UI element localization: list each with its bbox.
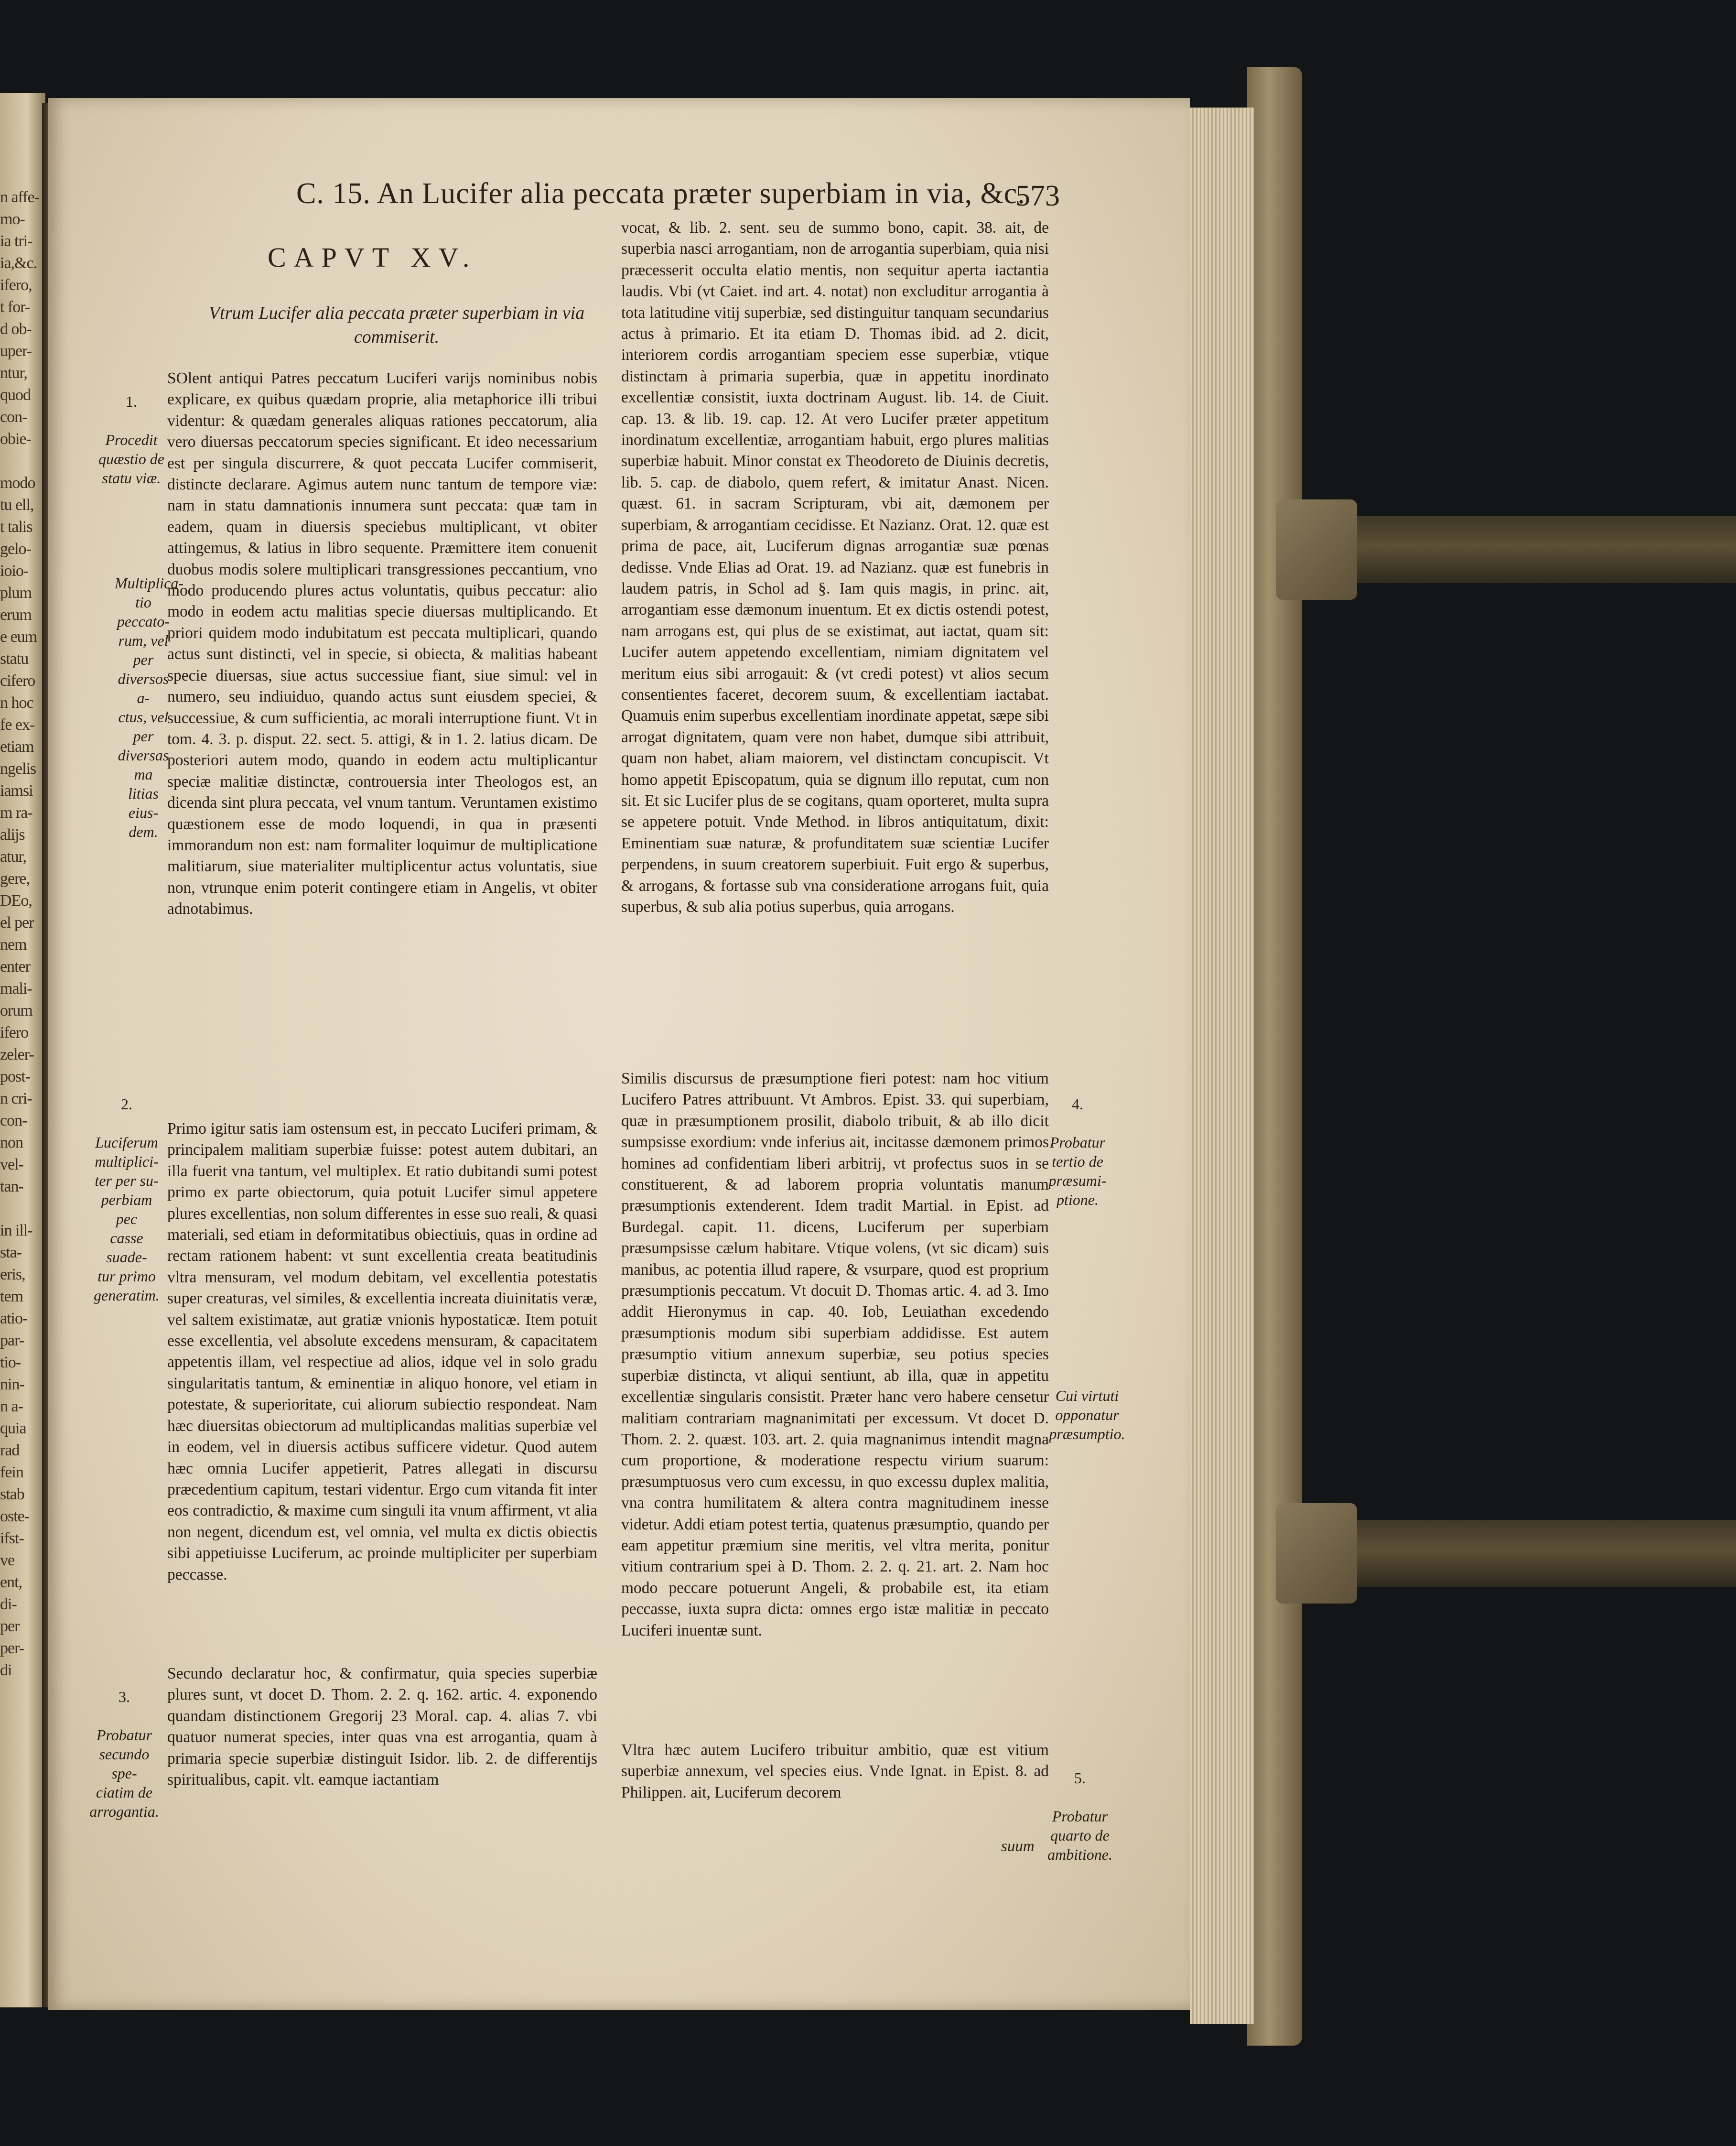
margin-note-number: 3. <box>119 1688 130 1705</box>
margin-note-number: 2. <box>121 1095 132 1113</box>
metal-clasp-bottom <box>1276 1503 1357 1604</box>
left-column-paragraph-2: Primo igitur satis iam ostensum est, in peccato Luciferi primam, & principalem malitiam superbiæ fuisse: potest autem dubitari, an illa fuerit vna tantum, vel multiplex. Et ratio dubitandi sumi potest primo ex parte obiectorum, quia potuit Lucifer simul appetere plures excellentias, non solum differentes in esse suo reali, & quasi materiali, sed etiam in deformitatibus obiectiuis, quas in ordine ad rectam rationem habent: vt sunt excellentia creata beatitudinis vltra mensuram, vel modum debitam, vel excellentia potestatis super creaturas, vel similes, & excellentia increata diuinitatis veræ, vel saltem existimatæ, aut gratiæ vnionis hypostaticæ. Item potuit esse excellentia, vel absolute excedens mensuram, & capacitatem appetentis illam, vel respectiue ad alios, idque vel in solo gradu singularitatis tantum, & eminentiæ in aliquo honore, vel etiam in potestate, & superioritate, cui aliorum subiectio respondeat. Nam hæc diuersitas obiectorum ad multiplicandas malitias superbiæ vel in eodem, vel in diuersis actibus sufficere videtur. Quod autem hæc omnia Lucifer appetierit, Patres allegati in discursu præcedentium capitum, testari videntur. Ergo cum vitanda fit inter eos contradictio, & maxime cum singuli ita vnum affirment, vt alia non negent, dicendum est, vel omnia, vel multa ex dictis obiectis sibi appetiuisse Luciferum, ac proinde multipliciter per superbiam peccasse. <box>167 1120 597 1583</box>
margin-note-3 <box>88 1668 160 1821</box>
right-column-paragraph-3: Vltra hæc autem Lucifero tribuitur ambitio, quæ est vitium superbiæ annexum, vel species eius. Vnde Ignat. in Epist. 8. ad Philippen. ait, Luciferum decorem <box>621 1741 1049 1801</box>
margin-note-text: Probatur secundo spe- ciatim de arrogantia. <box>89 1726 159 1820</box>
margin-note-cui-virtuti: Cui virtuti opponatur præsumptio. <box>1049 1387 1125 1442</box>
right-column-paragraph-2: Similis discursus de præsumptione fieri potest: nam hoc vitium Lucifero Patres attribuunt. Vt Ambros. Epist. 33. qui superbiam, quæ in præsumptionem prosilit, diabolo tribuit, & ab illo dicit sumpsisse exordium: vnde inferius ait, incitasse dæmonem primos homines ad confidentiam liberi arbitrij, vt profectus suos in se constituerent, & ad laborem propria voluntatis manum præsumptionis extenderent. Idem tradit Martial. in Epist. ad Burdegal. capit. 11. dicens, Luciferum per superbiam præsumpsisse cælum habitare. Vtique volens, (vt sic dicam) suis manibus, ac potentia illud rapere, & vsurpare, quod est proprium præsumptionis peccatum. Vt docuit D. Thomas artic. 4. ad 3. Imo addit Hieronymus in cap. 40. Iob, Leuiathan excedendo præsumptionis modum sibi superbiam addidisse. Est autem præsumptio vitium annexum superbiæ, seu potius species superbiæ distincta, vt aliqui sentiunt, ab illa, quæ in appetitu excellentiæ singularis consistit. Præter hanc vero habere censetur malitiam contrariam magnanimitati per excessum. Vt docet D. Thom. 2. 2. quæst. 103. art. 2. quia magnanimus intendit magna cum proportione, & moderatione respectu virium suarum: præsumptuosus vero cum excessu, in quo excessu duplex malitia, vna contra humilitatem & altera contra magnitudinem inesse videtur. Addi etiam potest tertia, quatenus præsumptio, quando per eam appetitur præmium sine meritis, vel vltra merita, ponitur vitium contrarium spei à D. Thom. 2. 2. q. 21. art. 2. Nam hoc modo peccare potuerunt Angeli, & probabile est, ita etiam peccasse, iuxta supra dicta: omnes ergo istæ malitiæ in peccato Luciferi inuentæ sunt. <box>621 1070 1049 1639</box>
margin-note-1 <box>96 373 167 488</box>
metal-clasp-top <box>1276 499 1357 600</box>
margin-note-text: Luciferum multiplici- ter per su- perbiam pec casse suade- tur primo generatim. <box>94 1134 160 1304</box>
margin-note-number: 5. <box>1074 1769 1086 1787</box>
left-column-paragraph-1: SOlent antiqui Patres peccatum Luciferi varijs nominibus nobis explicare, ex quibus quædam proprie, alia metaphorice illi tribui videntur: & quædam generales aliquas rationes peccatorum, alia vero diuersas peccatorum species significant. Et ideo necessarium est per singula discurrere, & quot peccata Lucifer commiserit, distincte declarare. Agimus autem nunc tantum de tempore viæ: nam in statu damnationis innumera sunt peccata: quæ tam in eadem, quam in diuersis speciebus multiplicant, vt obiter attingemus, & latius in libro sequente. Præmittere item conuenit duobus modis solere multiplicari transgressiones peccantium, vno modo producendo plures actus voluntatis, quibus peccatur: alio modo in eodem actu malitias specie diuersas multiplicando. Et priori quidem modo indubitatum est peccata multiplicari, quando actus sunt distincti, vel in specie, si obiecta, & malitias habeant specie diuersas, siue actus successiue fiant, siue simul: vel in numero, seu indiuiduo, quando actus sunt eiusdem speciei, & successiue, & cum sufficientia, ac morali interruptione fiunt. Vt in tom. 4. 3. p. disput. 22. sect. 5. attigi, & in 1. 2. latius dicam. De posteriori autem modo, quando in eodem actu multiplicantur speciæ malitiæ distinctæ, controuersia inter Theologos est, an dicenda sint plura peccata, vel vnum tantum. Veruntamen existimo quæstionem esse de modo loquendi, in qua in præsenti immorandum non est: nam formaliter loquimur de multiplicatione malitiarum, siue materialiter multiplicentur actus voluntatis, siue non, vtrunque enim poterit contingere etiam in Angelis, vt obiter adnotabimus. <box>167 369 597 918</box>
catchword: suum <box>1001 1838 1035 1855</box>
margin-note-text: Procedit quæstio de statu viæ. <box>98 431 164 487</box>
margin-note-2 <box>91 1075 162 1305</box>
margin-note-text: Probatur tertio de præsumi- ptione. <box>1048 1134 1107 1208</box>
running-head: C. 15. An Lucifer alia peccata præter superbiam in via, &c. <box>296 177 1025 210</box>
facing-page-text-fragments: n affe- mo- ia tri- ia,&c. ifero, t for- d ob- uper- ntur, quod con- obie- modo tu ell, t talis gelo- ioio- plum erum e eum statu cifero n hoc fe ex- etiam ngelis iamsi m ra- alijs atur, gere, DEo, el per nem enter mali- orum ifero zeler- post- n cri- con- non vel- tan- in ill- sta- eris, tem atio- par- tio- nin- n a- quia rad fein stab oste- ifst- ve ent, di- per per- di <box>0 188 40 1679</box>
margin-note-text: Probatur quarto de ambitione. <box>1047 1808 1112 1863</box>
chapter-subtitle: Vtrum Lucifer alia peccata præter superbiam in via commiserit. <box>208 303 585 347</box>
book-cover-edge <box>1247 67 1302 2046</box>
page-block-edges <box>1190 108 1254 2024</box>
left-column-paragraph-3: Secundo declaratur hoc, & confirmatur, quia species superbiæ plures sunt, vt docet D. Thom. 2. 2. q. 162. artic. 4. exponendo quandam distinctionem Gregorij 23 Moral. cap. 4. alias 7. vbi quatuor numerat species, inter quas vna est arrogantia, quam à primaria specie superbiæ distinguit Isidor. lib. 2. de differentijs spiritualibus, capit. vlt. eamque iactantiam <box>167 1665 597 1789</box>
margin-note-number: 1. <box>126 393 137 410</box>
margin-note-number: 4. <box>1072 1095 1083 1113</box>
chapter-title: CAPVT XV. <box>268 242 477 273</box>
right-column-paragraph-1: vocat, & lib. 2. sent. seu de summo bono, capit. 38. ait, de superbia nasci arrogantiam, non de arrogantia superbiam, quia nisi præcesserit occulta elatio mentis, non sequitur aperta iactantia laudis. Vbi (vt Caiet. ind art. 4. notat) non excluditur arrogantia à tota latitudine vitij superbiæ, sed distinguitur tanquam secundarius actus à primario. Et ita etiam D. Thomas ibid. ad 2. dicit, interiorem cordis arrogantiam speciem esse superbiæ, vtique distinctam à primaria superbia, quæ in appetitu inordinato excellentiæ consistit, iuxta doctrinam August. lib. 14. de Ciuit. cap. 13. & lib. 19. cap. 12. At vero Lucifer præter appetitum inordinatum excellentiæ, arrogantiam habuit, ergo plures malitias superbiæ habuit. Minor constat ex Theodoreto de Diuinis decretis, lib. 5. cap. de diabolo, quem refert, & imitatur Anast. Nicen. quæst. 61. in sacram Scripturam, vbi ait, dæmonem per superbiam, & arrogantiam cecidisse. Et Nazianz. Orat. 12. quæ est prima de pace, ait, Luciferum dignas arrogantiæ suæ pœnas dedisse. Vnde Elias ad Orat. 19. ad Nazianz. quæ est funebris in laudem patris, in Schol ad §. Iam quis magis, in princ. ait, arrogantiam esse dæmonum inuentum. Et ex dictis ostendi potest, nam arrogans est, qui plus de se existimat, aut iactat, quam sit: Lucifer autem appetendo excellentiam, nimiam dignitatem vel meritum eius sibi arrogauit: & (vt credi potest) vt alios secum consentientes faceret, decorem suum, & excellentiam iactabat. Quamuis enim superbus excellentiam inordinate appetat, sæpe sibi arrogat dignitatem, quam vere non habet, dumque sibi attribuit, quam non habet, aliam maiorem, vel distinctam concupiscit. Vt homo appetit Episcopatum, quia se dignum illo reputat, cum non sit. Et sic Lucifer plus de se cogitans, quam oporteret, multa supra se appetere potuit. Vnde Method. in libros antiquitatum, dixit: Eminentiam suæ naturæ, & profunditatem suæ scientiæ Lucifer perpendens, in suum creatorem superbiuit. Fuit ergo & superbus, & arrogans, & fortasse sub vna consideratione arrogans fuit, quia superbus, & sub alia potius superbus, quia arrogans. <box>621 219 1049 916</box>
margin-note-multiplicatio: Multiplica- tio peccato- rum, vel per diversos a- ctus, vel per diversas ma litias eius- dem. <box>115 574 183 840</box>
page-number: 573 <box>1015 180 1060 212</box>
